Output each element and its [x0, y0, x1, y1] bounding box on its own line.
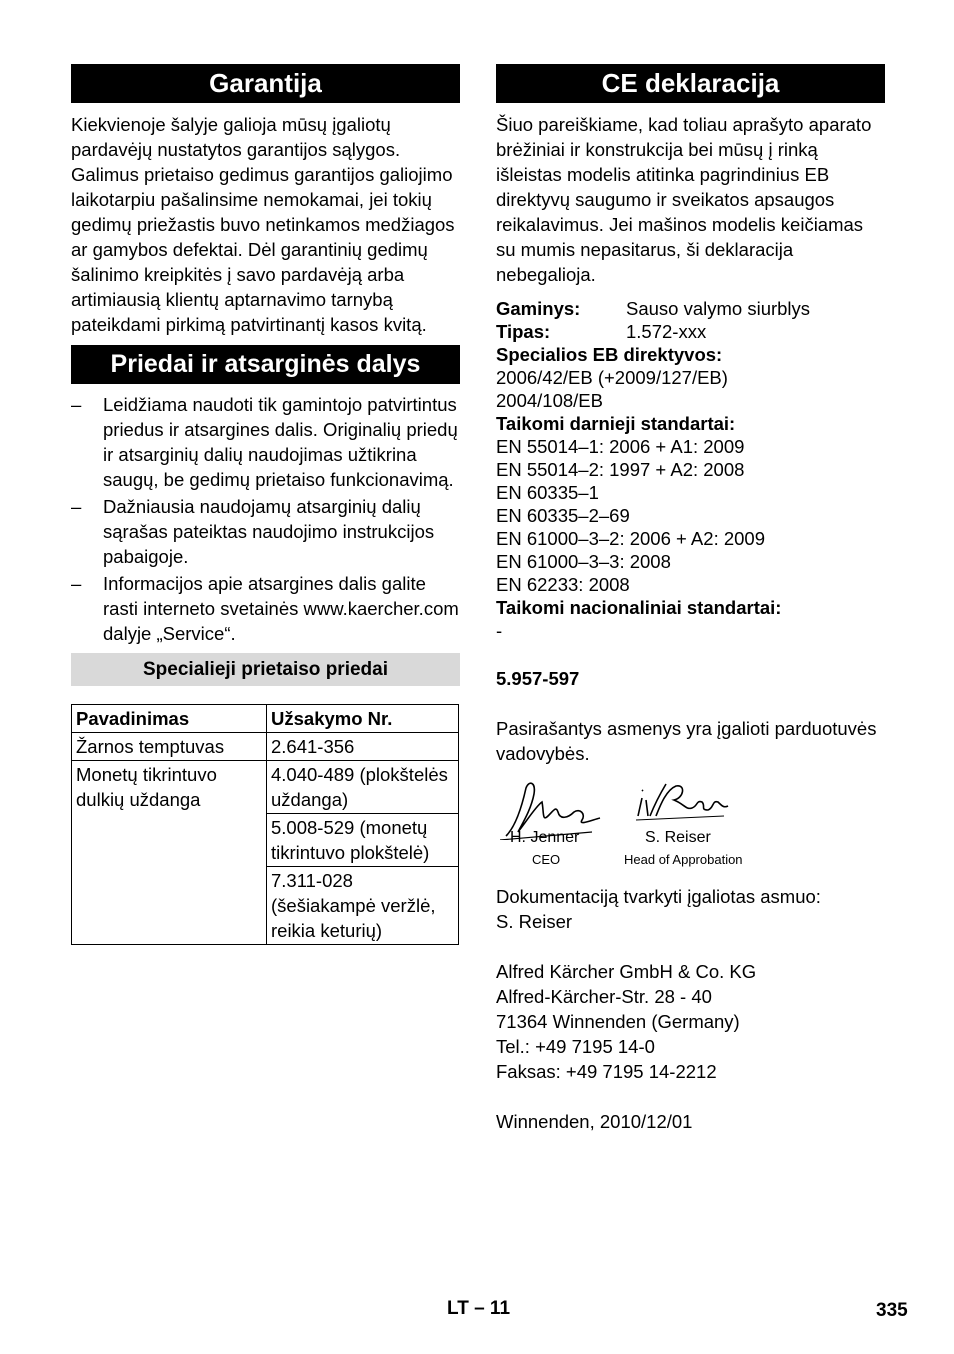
left-column: [71, 64, 460, 945]
table-cell-order-nr: 7.311-028 (šešiakampė veržlė, reikia keturių): [267, 867, 459, 945]
type-row: [496, 320, 885, 343]
standard-item: EN 55014–1: 2006 + A1: 2009: [496, 436, 745, 457]
eb-directive: 2006/42/EB (+2009/127/EB): [496, 367, 728, 388]
product-info: [496, 297, 885, 642]
dash-bullet: –: [71, 573, 82, 594]
table-cell-order-nr: 2.641-356: [267, 733, 459, 761]
doc-responsible-name: S. Reiser: [496, 911, 573, 932]
eb-directives-title: Specialios EB direktyvos:: [496, 344, 723, 365]
footer-page-number: 335: [876, 1300, 908, 1321]
product-label: Gaminys:: [496, 298, 581, 319]
right-column: [496, 64, 885, 1134]
list-item: [71, 571, 460, 646]
table-cell-order-nr: 5.008-529 (monetų tikrintuvo plokštelė): [267, 814, 459, 867]
table-cell-name: Monetų tikrintuvo dulkių uždanga: [72, 761, 267, 945]
garantija-text: Kiekvienoje šalyje galioja mūsų įgaliotų pardavėjų nustatytos garantijos sąlygos. Galimus prietaiso gedimus garantijos galiojimo laikotarpiu pašalinsime nemokamai, jei tokių gedimų priežastis buvo netinkamos medžiagos ar gamybos defektai. Dėl garantinių gedimų šalinimo kreipkitės į savo pardavėją arba artimiausią klientų aptarnavimo tarnybą pateikdami pirkimą patvirtinantį kasos kvitą.: [71, 114, 455, 335]
type-label: Tipas:: [496, 321, 551, 342]
place-date: Winnenden, 2010/12/01: [496, 1111, 693, 1132]
table-cell-name: Žarnos temptuvas: [72, 733, 267, 761]
list-item: [71, 494, 460, 569]
type-value: 1.572-xxx: [626, 321, 707, 342]
footer-language-page: LT – 11: [447, 1298, 511, 1319]
special-accessories-heading: Specialieji prietaiso priedai: [71, 653, 460, 686]
list-item-text: Dažniausia naudojamų atsarginių dalių sąrašas pateiktas naudojimo instrukcijos pabaigoje.: [103, 496, 435, 567]
product-row: [496, 297, 885, 320]
standard-item: EN 55014–2: 1997 + A2: 2008: [496, 459, 745, 480]
standard-item: EN 61000–3–3: 2008: [496, 551, 671, 572]
table-cell-order-nr: 4.040-489 (plokštelės uždanga): [267, 761, 459, 814]
list-item-text: Leidžiama naudoti tik gamintojo patvirtintus priedus ir atsargines dalis. Originalių priedų ir atsarginių dalių naudojimas užtikrina saugų, be gedimų prietaiso funkcionavimą.: [103, 394, 458, 490]
address-line: Tel.: +49 7195 14-0: [496, 1036, 655, 1057]
table-row: [72, 761, 459, 814]
list-item: [71, 392, 460, 492]
ce-intro-text: Šiuo pareiškiame, kad toliau aprašyto aparato brėžiniai ir konstrukcija bei mūsų į rinką išleistas modelis atitinka pagrindinius EB direktyvų saugumo ir sveikatos apsaugos reikalavimus. Jei mašinos modelis keičiamas su mumis nepasitarus, ši deklaracija nebegalioja.: [496, 114, 872, 285]
doc-responsible-label: Dokumentaciją tvarkyti įgaliotas asmuo:: [496, 886, 821, 907]
standard-item: EN 60335–1: [496, 482, 599, 503]
signer2-role: Head of Approbation: [624, 852, 743, 867]
list-item-text: Informacijos apie atsargines dalis galite rasti interneto svetainės www.kaercher.com dalyje „Service“.: [103, 573, 459, 644]
address-line: Faksas: +49 7195 14-2212: [496, 1061, 717, 1082]
signer1-role: CEO: [532, 852, 561, 867]
standard-item: EN 61000–3–2: 2006 + A2: 2009: [496, 528, 765, 549]
dash-bullet: –: [71, 496, 82, 517]
signer2-name: S. Reiser: [645, 829, 711, 846]
national-standards-value: -: [496, 620, 503, 641]
standard-item: EN 62233: 2008: [496, 574, 630, 595]
dash-bullet: –: [71, 394, 82, 415]
priedai-heading: Priedai ir atsarginės dalys: [71, 345, 460, 384]
address-line: 71364 Winnenden (Germany): [496, 1011, 740, 1032]
address-line: Alfred-Kärcher-Str. 28 - 40: [496, 986, 712, 1007]
accessories-table: [71, 704, 459, 945]
table-row: [72, 733, 459, 761]
national-standards-title: Taikomi nacionaliniai standartai:: [496, 597, 782, 618]
document-number: 5.957-597: [496, 668, 580, 689]
table-header-row: [72, 705, 459, 733]
table-header-order-nr: Užsakymo Nr.: [267, 705, 459, 733]
product-value: Sauso valymo siurblys: [626, 298, 811, 319]
company-address: [496, 959, 885, 1084]
signers-text: Pasirašantys asmenys yra įgalioti parduotuvės vadovybės.: [496, 718, 877, 764]
table-header-name: Pavadinimas: [72, 705, 267, 733]
doc-responsible: [496, 884, 885, 934]
eb-directive: 2004/108/EB: [496, 390, 603, 411]
address-line: Alfred Kärcher GmbH & Co. KG: [496, 961, 757, 982]
garantija-heading: Garantija: [71, 64, 460, 103]
signer1-name: H. Jenner: [510, 829, 580, 846]
signatures: [496, 776, 885, 872]
ce-declaration-heading: CE deklaracija: [496, 64, 885, 103]
standards-title: Taikomi darnieji standartai:: [496, 413, 736, 434]
priedai-list: [71, 392, 460, 646]
standard-item: EN 60335–2–69: [496, 505, 630, 526]
